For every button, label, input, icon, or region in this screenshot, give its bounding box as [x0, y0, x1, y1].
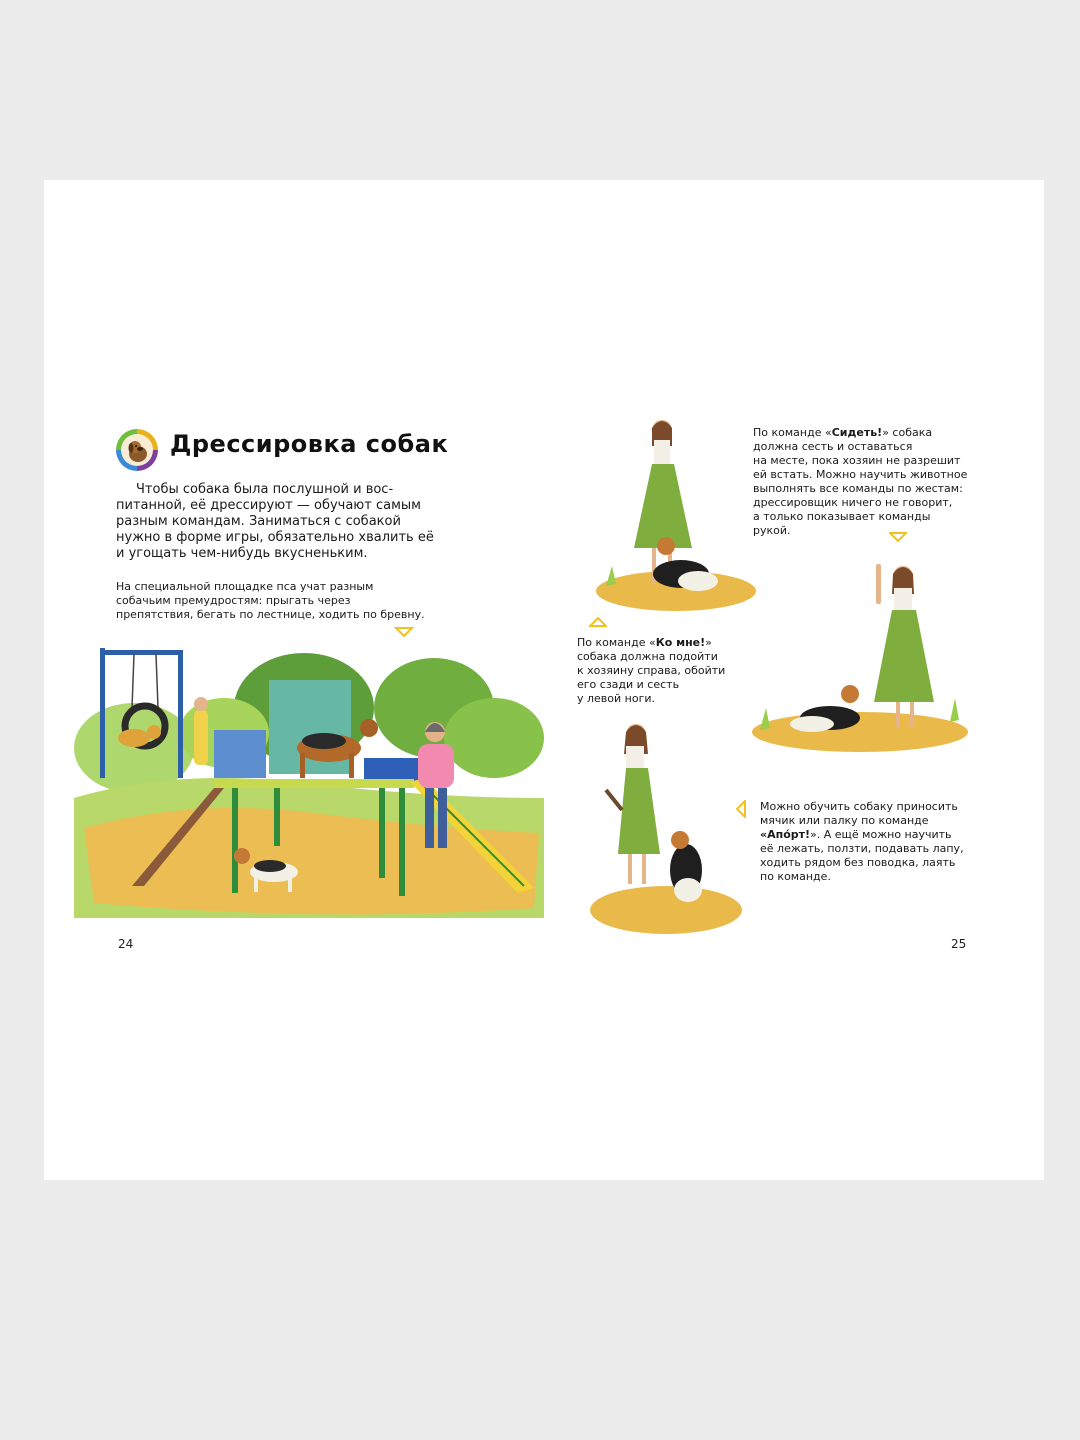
pointer-triangle-icon [394, 627, 414, 637]
sit-command-illustration [596, 416, 758, 612]
fetch-quote-open: « [760, 828, 768, 841]
come-text-prefix: По команде « [577, 636, 656, 649]
playground-caption [116, 580, 425, 622]
come-command-text [577, 636, 725, 706]
sit-text-line: а только показывает команды [753, 510, 931, 523]
page-number-right: 25 [951, 937, 967, 951]
lead-line: и угощать чем-нибудь вкусненьким. [116, 546, 368, 561]
caption-line: На специальной площадке пса учат разным [116, 580, 374, 593]
command-come: Ко мне! [655, 636, 706, 649]
gesture-command-illustration [750, 562, 970, 754]
sit-text-prefix: По команде « [753, 426, 832, 439]
sit-text-line: должна сесть и оставаться [753, 440, 913, 453]
sit-text-line: выполнять все команды по жестам: [753, 482, 963, 495]
sit-text-suffix: » собака [882, 426, 933, 439]
come-text-line: его сзади и сесть [577, 678, 680, 691]
sit-text-line: дрессировщик ничего не говорит, [753, 496, 953, 509]
lead-paragraph [116, 482, 434, 562]
lead-line: питанной, её дрессируют — обучают самым [116, 498, 421, 513]
fetch-text-line: по команде. [760, 870, 831, 883]
fetch-command-line [760, 828, 964, 842]
command-fetch: Апо́рт! [767, 828, 811, 841]
pointer-triangle-icon [589, 617, 607, 627]
page-title: Дрессировка собак [170, 430, 449, 458]
sit-first-line [753, 426, 967, 440]
come-first-line [577, 636, 725, 650]
pointer-triangle-icon [889, 532, 907, 542]
sit-command-text [753, 426, 967, 538]
lead-line: Чтобы собака была послушной и вос- [136, 482, 394, 497]
fetch-text-line: ходить рядом без поводка, лаять [760, 856, 956, 869]
sit-text-line: на месте, пока хозяин не разрешит [753, 454, 961, 467]
sit-text-line: рукой. [753, 524, 791, 537]
come-text-line: у левой ноги. [577, 692, 656, 705]
command-sit: Сидеть! [831, 426, 883, 439]
fetch-text-line: мячик или палку по команде [760, 814, 929, 827]
fetch-text-suffix: ». А ещё можно научить [810, 828, 952, 841]
fetch-command-text [760, 800, 964, 884]
sit-text-line: ей встать. Можно научить животное [753, 468, 968, 481]
caption-line: собачьим премудростям: прыгать через [116, 594, 351, 607]
pointer-triangle-icon [736, 800, 746, 818]
lead-line: нужно в форме игры, обязательно хвалить её [116, 530, 434, 545]
come-text-line: собака должна подойти [577, 650, 718, 663]
book-spread [44, 180, 1044, 1180]
fetch-text-line: Можно обучить собаку приносить [760, 800, 958, 813]
fetch-text-line: её лежать, ползти, подавать лапу, [760, 842, 964, 855]
page-number-left: 24 [118, 937, 134, 951]
come-text-suffix: » [705, 636, 712, 649]
come-text-line: к хозяину справа, обойти [577, 664, 726, 677]
dog-badge-icon [116, 429, 158, 471]
lead-line: разным командам. Заниматься с собакой [116, 514, 401, 529]
caption-line: препятствия, бегать по лестнице, ходить по бревну. [116, 608, 425, 621]
training-playground-illustration [74, 648, 544, 918]
fetch-command-illustration [576, 720, 742, 938]
